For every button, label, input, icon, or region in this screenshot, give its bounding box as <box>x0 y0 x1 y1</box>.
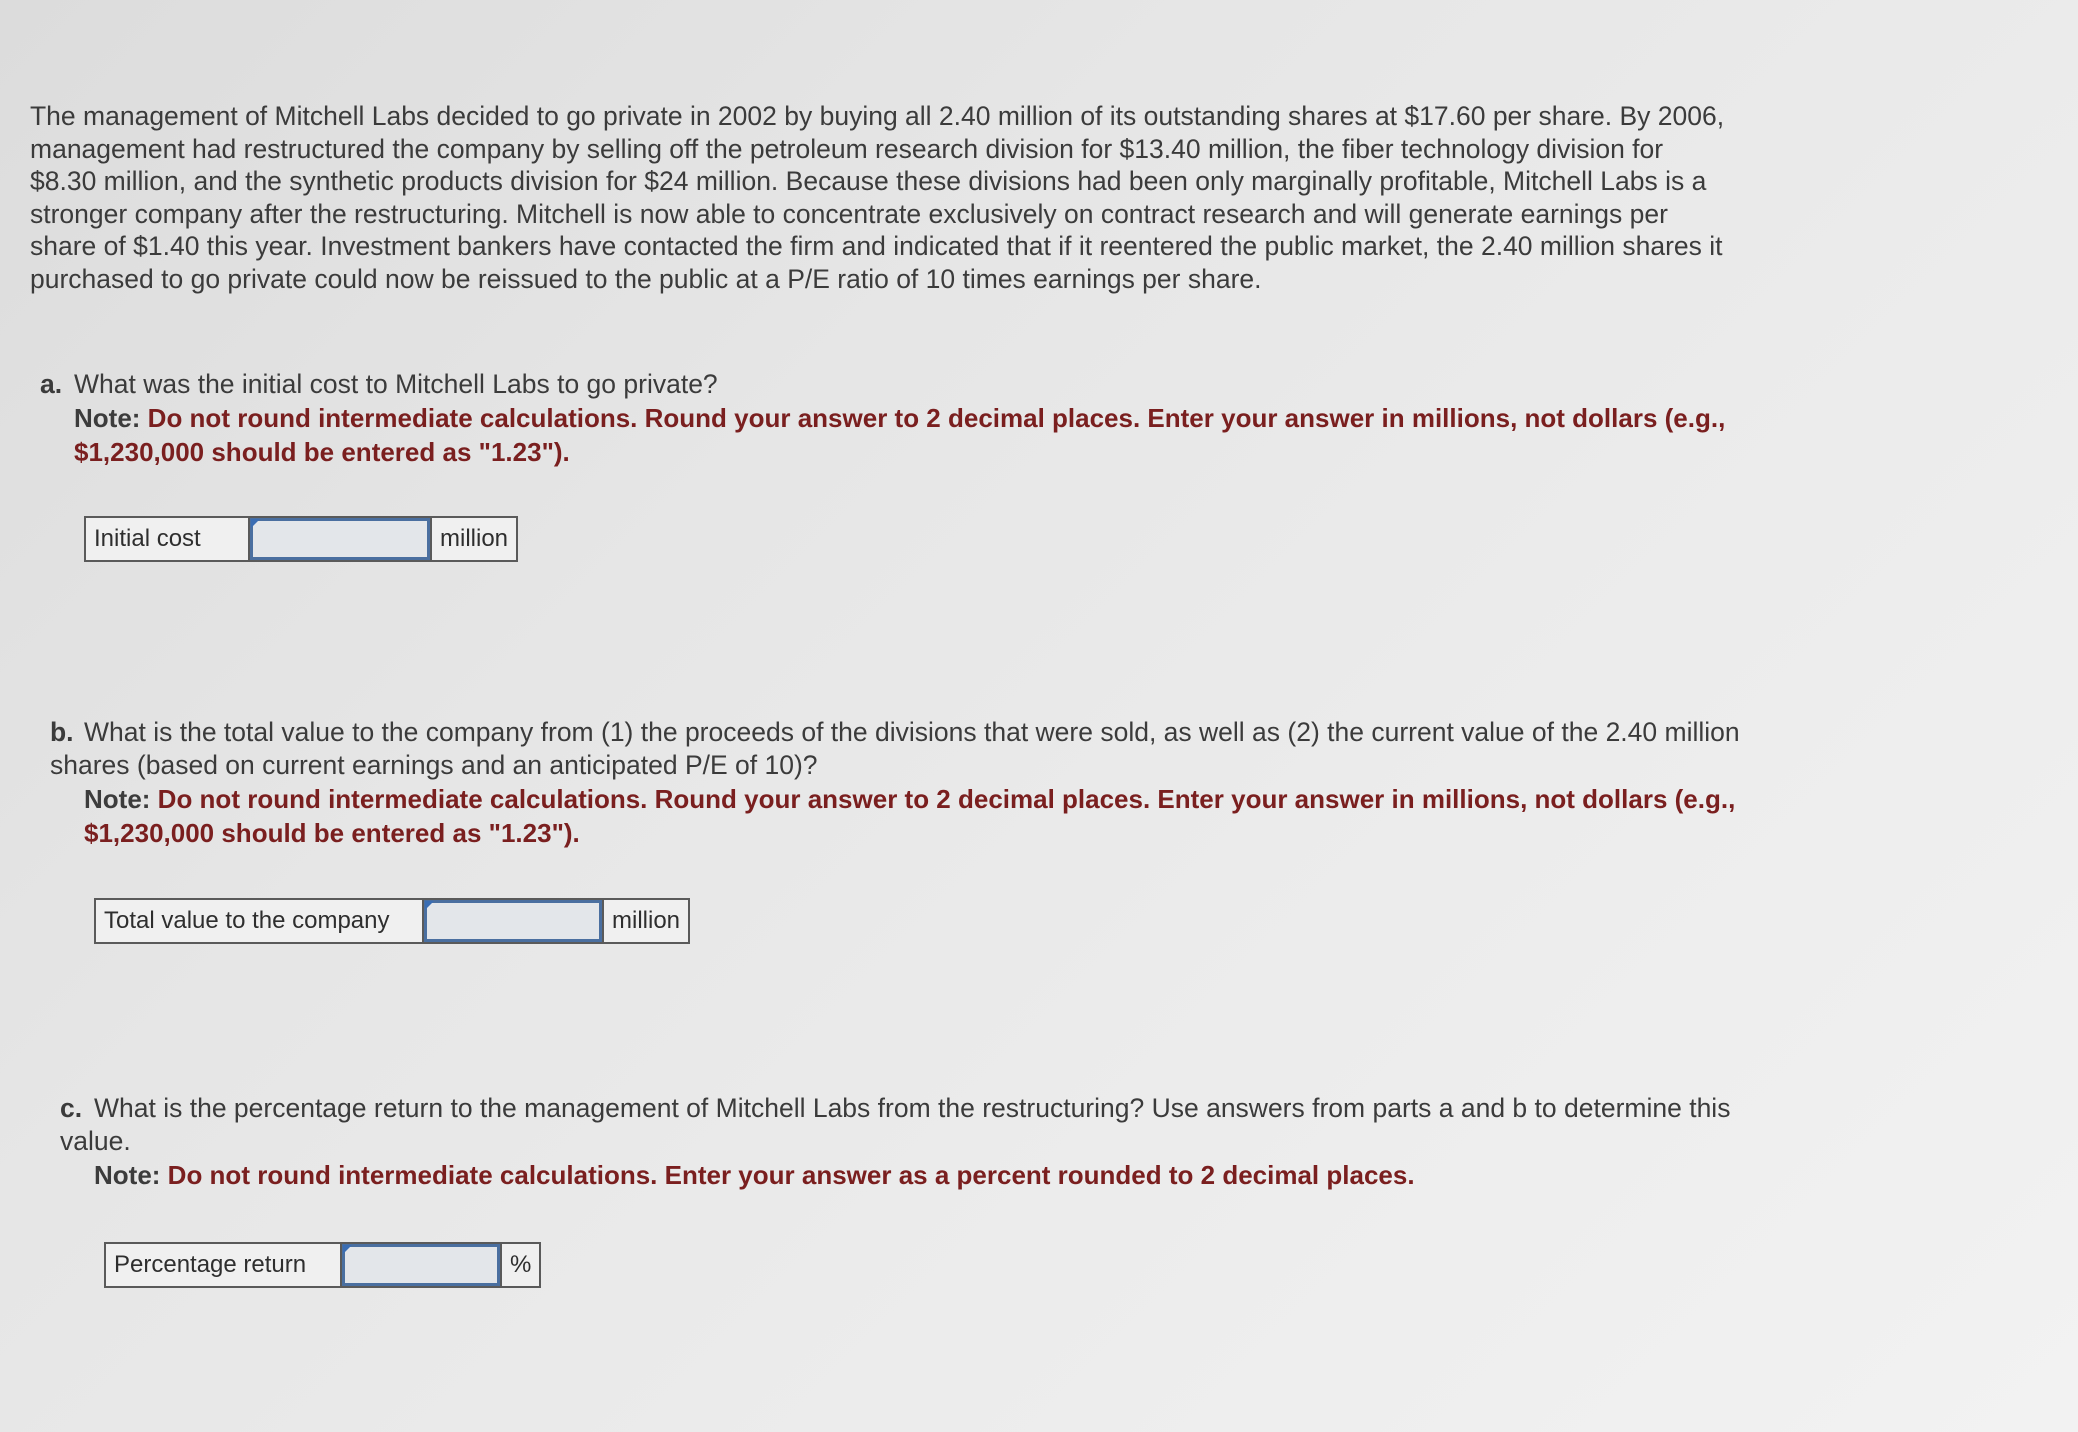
percentage-return-unit: % <box>500 1244 539 1286</box>
question-c-note <box>60 1158 1760 1192</box>
question-c <box>60 1092 1760 1192</box>
initial-cost-input[interactable] <box>250 518 430 560</box>
initial-cost-unit: million <box>430 518 516 560</box>
question-a <box>40 368 1740 469</box>
question-a-text: What was the initial cost to Mitchell Labs to go private? <box>74 369 718 399</box>
question-b-note <box>50 782 1750 850</box>
percentage-return-label: Percentage return <box>106 1244 342 1286</box>
question-c-note-text: Do not round intermediate calculations. Enter your answer as a percent rounded to 2 decimal places. <box>167 1160 1415 1190</box>
answer-row-total-value <box>94 898 690 944</box>
percentage-return-input[interactable] <box>342 1244 500 1286</box>
question-b-text: What is the total value to the company from (1) the proceeds of the divisions that were sold, as well as (2) the current value of the 2.40 million shares (based on current earnings and an anticipated P/E of 10)? <box>50 717 1740 780</box>
total-value-label: Total value to the company <box>96 900 424 942</box>
question-b-note-text: Do not round intermediate calculations. Round your answer to 2 decimal places. Enter your answer in millions, not dollars (e.g., $1,230,000 should be entered as "1.23"). <box>84 784 1736 848</box>
answer-row-initial-cost <box>84 516 518 562</box>
question-a-letter: a. <box>40 369 63 399</box>
question-c-letter: c. <box>60 1093 83 1123</box>
total-value-unit: million <box>602 900 688 942</box>
question-b-letter: b. <box>50 717 74 747</box>
question-a-note-prefix: Note: <box>74 403 148 433</box>
initial-cost-label: Initial cost <box>86 518 250 560</box>
answer-row-percentage-return <box>104 1242 541 1288</box>
question-c-text: What is the percentage return to the management of Mitchell Labs from the restructuring? Use answers from parts a and b to determine this value. <box>60 1093 1731 1156</box>
question-a-note-text: Do not round intermediate calculations. Round your answer to 2 decimal places. Enter your answer in millions, not dollars (e.g., $1,230,000 should be entered as "1.23"). <box>74 403 1726 467</box>
question-a-note <box>40 401 1740 469</box>
question-b <box>50 716 1750 850</box>
total-value-input[interactable] <box>424 900 602 942</box>
question-b-note-prefix: Note: <box>84 784 158 814</box>
question-c-note-prefix: Note: <box>94 1160 168 1190</box>
problem-intro: The management of Mitchell Labs decided to go private in 2002 by buying all 2.40 million of its outstanding shares at $17.60 per share. By 2006, management had restructured the company by selling off the petroleum research division for $13.40 million, the fiber technology division for $8.30 million, and the synthetic products division for $24 million. Because these divisions had been only marginally profitable, Mitchell Labs is a stronger company after the restructuring. Mitchell is now able to concentrate exclusively on contract research and will generate earnings per share of $1.40 this year. Investment bankers have contacted the firm and indicated that if it reentered the public market, the 2.40 million shares it purchased to go private could now be reissued to the public at a P/E ratio of 10 times earnings per share. <box>30 101 1725 294</box>
